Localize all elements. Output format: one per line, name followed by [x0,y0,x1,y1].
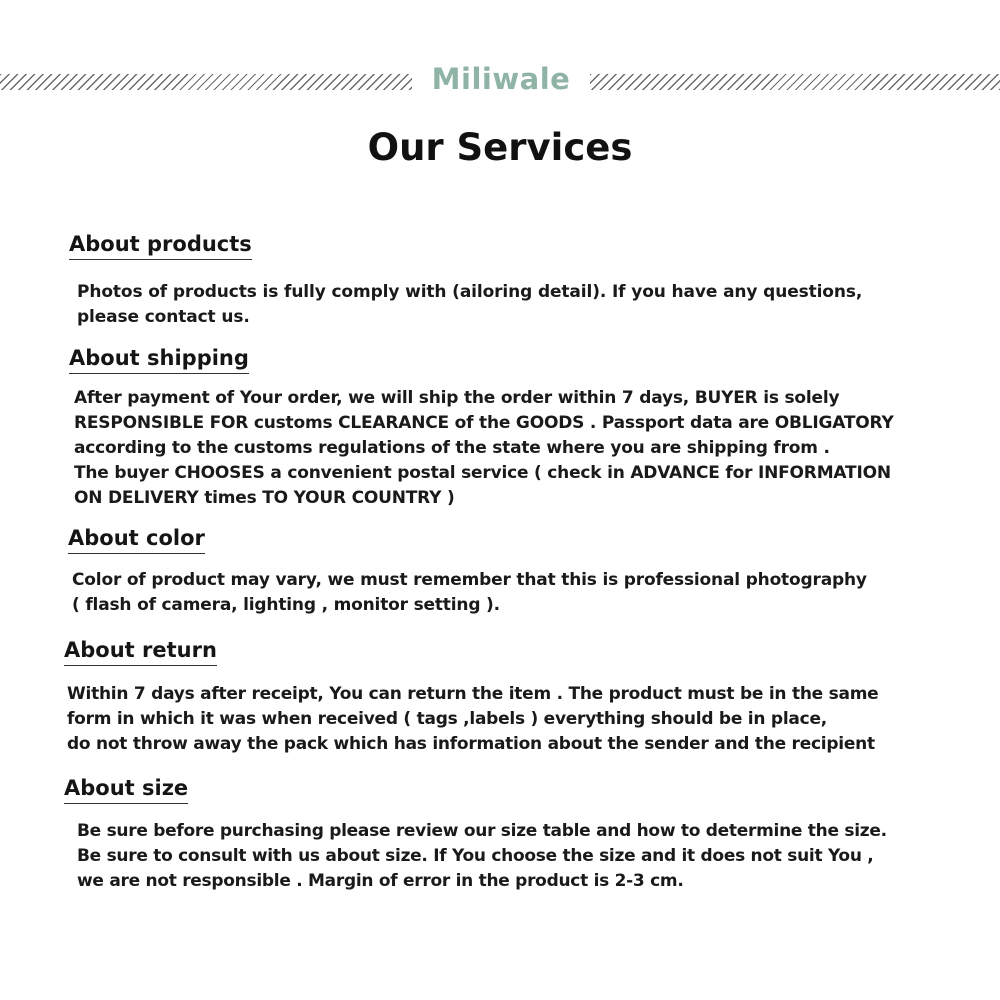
decorative-hatch-left [0,74,412,90]
text-line: Be sure to consult with us about size. If You choose the size and it does not suit You , [77,846,874,866]
section-text-size [77,819,887,894]
section-text-return [67,682,878,757]
text-line: ( flash of camera, lighting , monitor setting ). [72,595,500,615]
text-line: form in which it was when received ( tags ,labels ) everything should be in place, [67,709,827,729]
text-line: Color of product may vary, we must remember that this is professional photography [72,570,867,590]
section-heading-shipping: About shipping [69,346,249,374]
section-text-shipping [74,386,894,511]
page-title: Our Services [367,126,633,169]
section-heading-color: About color [68,526,205,554]
section-text-products [77,280,862,330]
text-line: After payment of Your order, we will ship the order within 7 days, BUYER is solely [74,388,840,408]
decorative-hatch-right [590,74,1000,90]
text-line: Within 7 days after receipt, You can return the item . The product must be in the same [67,684,879,704]
text-line: do not throw away the pack which has information about the sender and the recipient [67,734,875,754]
section-heading-size: About size [64,776,188,804]
text-line: please contact us. [77,307,250,327]
brand-logo-text: Miliwale [431,62,571,96]
text-line: The buyer CHOOSES a convenient postal service ( check in ADVANCE for INFORMATION [74,463,891,483]
text-line: Photos of products is fully comply with (ailoring detail). If you have any questions, [77,282,863,302]
text-line: according to the customs regulations of the state where you are shipping from . [74,438,830,458]
section-heading-return: About return [64,638,217,666]
section-text-color [72,568,867,618]
section-heading-products: About products [69,232,252,260]
text-line: we are not responsible . Margin of error in the product is 2-3 cm. [77,871,684,891]
text-line: Be sure before purchasing please review our size table and how to determine the size. [77,821,887,841]
text-line: ON DELIVERY times TO YOUR COUNTRY ) [74,488,455,508]
text-line: RESPONSIBLE FOR customs CLEARANCE of the GOODS . Passport data are OBLIGATORY [74,413,894,433]
